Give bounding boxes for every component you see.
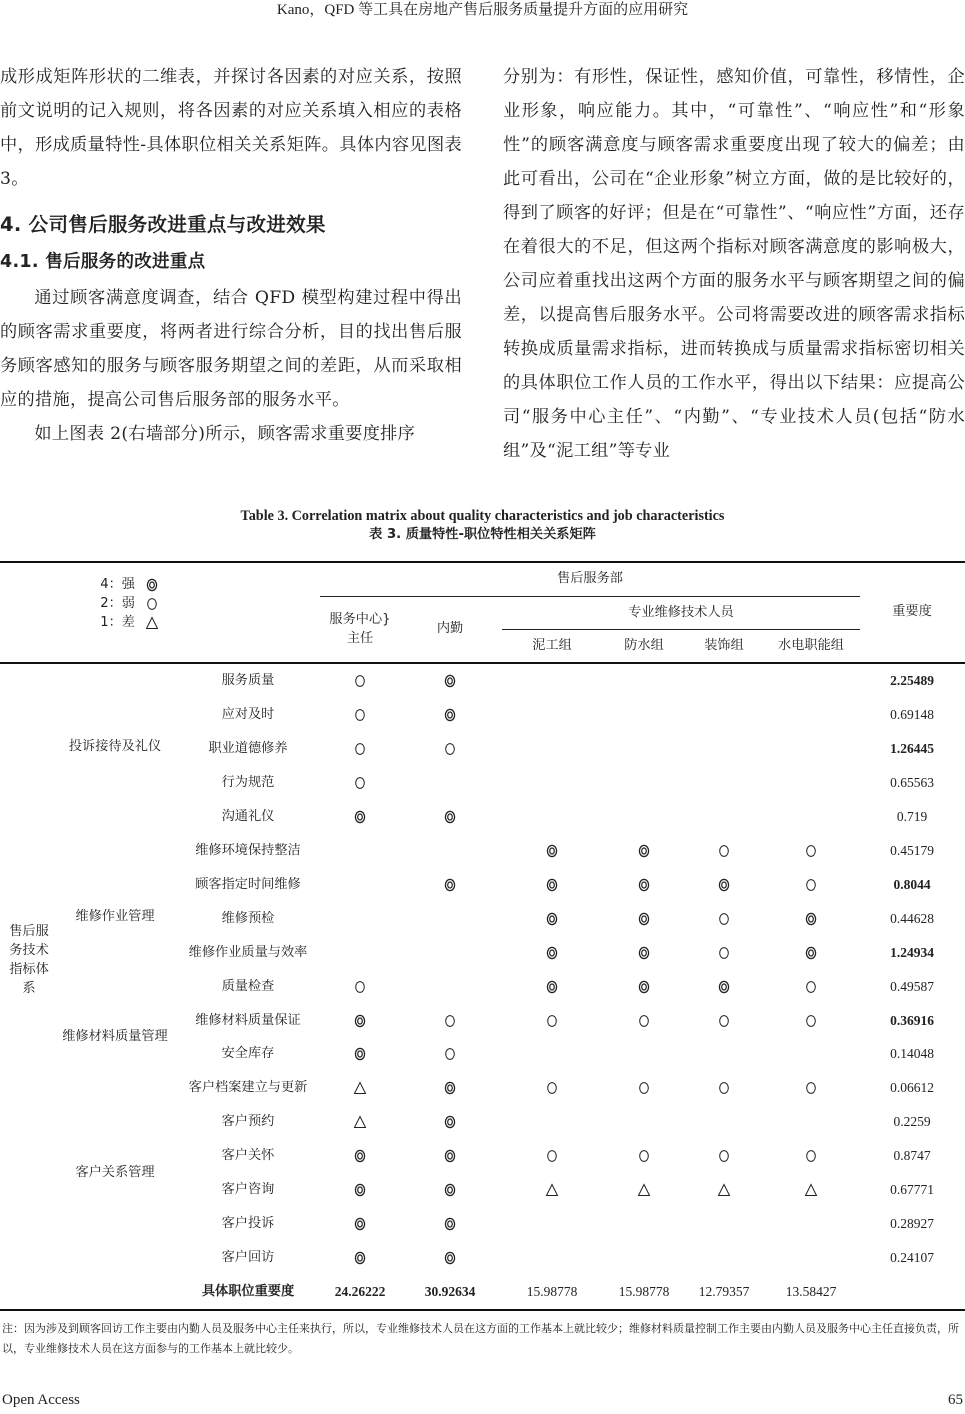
row-importance: 0.65563 bbox=[890, 774, 934, 790]
strong-relation-icon bbox=[443, 1251, 457, 1265]
strong-relation-icon bbox=[443, 1149, 457, 1163]
running-header: Kano，QFD 等工具在房地产售后服务质量提升方面的应用研究 bbox=[276, 2, 689, 18]
paragraph: 通过顾客满意度调查，结合 QFD 模型构建过程中得出的顾客需求重要度，将两者进行综合分析，目的找出售后服务顾客感知的服务与顾客服务期望之间的差距，从而采取相应的措施，提高公司售后服务部的服务水平。 bbox=[0, 288, 462, 410]
total-row-label: 具体职位重要度 bbox=[201, 1284, 295, 1299]
group-label: 客户关系管理 bbox=[75, 1165, 155, 1180]
total-value: 13.58427 bbox=[785, 1284, 837, 1299]
legend-weak-icon bbox=[145, 597, 159, 611]
row-importance: 0.06612 bbox=[890, 1080, 934, 1096]
weak-relation-icon bbox=[804, 878, 818, 892]
paragraph: 分别为：有形性，保证性，感知价值，可靠性，移情性，企业形象，响应能力。其中，“可靠性”、“响应性”和“形象性”的顾客满意度与顾客需求重要度出现了较大的偏差；由此可看出，公司在“企业形象”树立方面，做的是比较好的，得到了顾客的好评；但是在“可靠性”、“响应性”方面，还存在着很大的不足，但这两个指标对顾客满意度的影响极大，公司应着重找出这两个方面的服务水平与顾客期望之间的偏差，以提高售后服务水平。公司将需要改进的顾客需求指标转换成质量需求指标，进而转换成与质量需求指标密切相关的具体职位工作人员的工作水平，得出以下结果：应提高公司“服务中心主任”、“内勤”、“专业技术人员(包括“防水组”及“泥工组”等专业 bbox=[503, 67, 965, 461]
row-item-label: 职业道德修养 bbox=[208, 740, 288, 756]
legend-label: 4：强 bbox=[100, 577, 135, 592]
strong-relation-icon bbox=[545, 878, 559, 892]
total-value: 30.92634 bbox=[424, 1284, 476, 1299]
row-item-label: 维修环境保持整洁 bbox=[195, 842, 301, 858]
row-importance: 0.36916 bbox=[890, 1012, 934, 1028]
weak-relation-icon bbox=[353, 980, 367, 994]
row-importance: 0.69148 bbox=[890, 706, 934, 722]
header-office: 内勤 bbox=[436, 621, 464, 636]
strong-relation-icon bbox=[353, 1149, 367, 1163]
strong-relation-icon bbox=[545, 844, 559, 858]
poor-relation-icon bbox=[637, 1183, 651, 1197]
weak-relation-icon bbox=[717, 946, 731, 960]
row-importance: 0.24107 bbox=[890, 1250, 934, 1266]
row-importance: 0.28927 bbox=[890, 1216, 934, 1232]
header-sub-col: 泥工组 bbox=[532, 638, 572, 653]
total-value: 24.26222 bbox=[334, 1284, 386, 1299]
strong-relation-icon bbox=[443, 674, 457, 688]
row-item-label: 应对及时 bbox=[221, 706, 275, 722]
poor-relation-icon bbox=[804, 1183, 818, 1197]
weak-relation-icon bbox=[804, 1081, 818, 1095]
row-item-label: 顾客指定时间维修 bbox=[195, 876, 301, 892]
weak-relation-icon bbox=[443, 1047, 457, 1061]
header-rule-tech bbox=[502, 629, 860, 630]
poor-relation-icon bbox=[717, 1183, 731, 1197]
outer-group-label: 售后服 bbox=[9, 924, 49, 939]
row-item-label: 维修作业质量与效率 bbox=[188, 944, 308, 960]
paragraph: 如上图表 2(右墙部分)所示，顾客需求重要度排序 bbox=[34, 424, 416, 444]
strong-relation-icon bbox=[717, 980, 731, 994]
strong-relation-icon bbox=[637, 980, 651, 994]
footer-open-access: Open Access bbox=[2, 1392, 80, 1408]
subsection-heading: 4.1. 售后服务的改进重点 bbox=[0, 252, 206, 272]
group-label: 维修作业管理 bbox=[75, 909, 155, 924]
weak-relation-icon bbox=[637, 1081, 651, 1095]
weak-relation-icon bbox=[545, 1014, 559, 1028]
row-importance: 0.44628 bbox=[890, 910, 934, 926]
weak-relation-icon bbox=[353, 776, 367, 790]
poor-relation-icon bbox=[353, 1115, 367, 1129]
row-item-label: 质量检查 bbox=[221, 978, 275, 994]
row-item-label: 客户关怀 bbox=[221, 1148, 275, 1164]
weak-relation-icon bbox=[717, 844, 731, 858]
row-item-label: 客户投诉 bbox=[221, 1216, 275, 1232]
weak-relation-icon bbox=[353, 708, 367, 722]
row-importance: 0.45179 bbox=[890, 842, 934, 858]
legend-poor-icon bbox=[145, 616, 159, 630]
row-importance: 2.25489 bbox=[890, 673, 934, 688]
strong-relation-icon bbox=[804, 946, 818, 960]
group-label: 投诉接待及礼仪 bbox=[68, 739, 162, 754]
row-item-label: 行为规范 bbox=[221, 774, 275, 790]
header-sub-col: 防水组 bbox=[624, 638, 664, 653]
weak-relation-icon bbox=[545, 1081, 559, 1095]
weak-relation-icon bbox=[443, 742, 457, 756]
strong-relation-icon bbox=[637, 878, 651, 892]
strong-relation-icon bbox=[443, 1081, 457, 1095]
row-importance: 1.24934 bbox=[890, 944, 934, 960]
section-heading: 4. 公司售后服务改进重点与改进效果 bbox=[0, 213, 326, 236]
row-item-label: 维修材料质量保证 bbox=[195, 1012, 301, 1028]
total-value: 12.79357 bbox=[698, 1284, 750, 1299]
weak-relation-icon bbox=[353, 674, 367, 688]
header-department: 售后服务部 bbox=[557, 571, 623, 586]
row-importance: 0.719 bbox=[896, 808, 928, 824]
row-item-label: 沟通礼仪 bbox=[221, 808, 275, 824]
header-director: 服务中心} bbox=[329, 612, 391, 627]
table-bottom-rule bbox=[0, 1309, 965, 1311]
weak-relation-icon bbox=[353, 742, 367, 756]
table-top-rule bbox=[0, 561, 965, 563]
total-value: 15.98778 bbox=[618, 1284, 670, 1299]
row-item-label: 维修预检 bbox=[221, 910, 275, 926]
row-importance: 0.67771 bbox=[890, 1182, 934, 1198]
strong-relation-icon bbox=[353, 1047, 367, 1061]
header-rule-department bbox=[320, 596, 860, 597]
row-item-label: 客户档案建立与更新 bbox=[188, 1080, 308, 1096]
outer-group-label: 系 bbox=[22, 981, 36, 996]
header-importance: 重要度 bbox=[892, 604, 932, 619]
strong-relation-icon bbox=[443, 810, 457, 824]
row-item-label: 客户回访 bbox=[221, 1250, 275, 1266]
paragraph: 成形成矩阵形状的二维表，并探讨各因素的对应关系，按照前文说明的记入规则，将各因素的对应关系填入相应的表格中，形成质量特性-具体职位相关关系矩阵。具体内容见图表 3。 bbox=[0, 67, 462, 189]
row-importance: 1.26445 bbox=[890, 740, 934, 756]
weak-relation-icon bbox=[637, 1149, 651, 1163]
weak-relation-icon bbox=[443, 1014, 457, 1028]
strong-relation-icon bbox=[443, 878, 457, 892]
weak-relation-icon bbox=[545, 1149, 559, 1163]
row-importance: 0.8044 bbox=[893, 876, 931, 892]
weak-relation-icon bbox=[717, 1014, 731, 1028]
row-importance: 0.8747 bbox=[893, 1148, 931, 1164]
header-sub-col: 水电职能组 bbox=[778, 638, 844, 653]
row-importance: 0.2259 bbox=[893, 1114, 931, 1130]
header-sub-col: 装饰组 bbox=[704, 638, 744, 653]
strong-relation-icon bbox=[443, 1115, 457, 1129]
row-importance: 0.14048 bbox=[890, 1046, 934, 1062]
strong-relation-icon bbox=[443, 708, 457, 722]
right-column bbox=[503, 60, 965, 468]
row-item-label: 安全库存 bbox=[221, 1046, 275, 1062]
left-column bbox=[0, 60, 462, 451]
strong-relation-icon bbox=[637, 912, 651, 926]
group-label: 维修材料质量管理 bbox=[62, 1029, 168, 1044]
weak-relation-icon bbox=[804, 1149, 818, 1163]
table-footnote: 注：因为涉及到顾客回访工作主要由内勤人员及服务中心主任来执行，所以，专业维修技术人员在这方面的工作基本上就比较少；维修材料质量控制工作主要由内勤人员及服务中心主任直接负责，所以，专业维修技术人员在这方面参与的工作基本上就比较少。 bbox=[2, 1322, 959, 1355]
weak-relation-icon bbox=[804, 980, 818, 994]
strong-relation-icon bbox=[637, 844, 651, 858]
poor-relation-icon bbox=[545, 1183, 559, 1197]
strong-relation-icon bbox=[545, 912, 559, 926]
weak-relation-icon bbox=[637, 1014, 651, 1028]
weak-relation-icon bbox=[717, 1081, 731, 1095]
strong-relation-icon bbox=[353, 810, 367, 824]
page-number: 65 bbox=[948, 1392, 963, 1408]
strong-relation-icon bbox=[545, 946, 559, 960]
header-director-2: 主任 bbox=[346, 631, 374, 646]
total-value: 15.98778 bbox=[526, 1284, 578, 1299]
table-caption-zh: 表 3. 质量特性-职位特性相关关系矩阵 bbox=[369, 527, 596, 542]
legend-label: 2：弱 bbox=[100, 596, 135, 611]
row-item-label: 服务质量 bbox=[221, 673, 275, 688]
strong-relation-icon bbox=[443, 1183, 457, 1197]
strong-relation-icon bbox=[443, 1217, 457, 1231]
legend-strong-icon bbox=[145, 578, 159, 592]
row-item-label: 客户咨询 bbox=[221, 1182, 275, 1198]
strong-relation-icon bbox=[353, 1183, 367, 1197]
strong-relation-icon bbox=[717, 878, 731, 892]
weak-relation-icon bbox=[717, 912, 731, 926]
outer-group-label: 指标体 bbox=[9, 962, 49, 977]
strong-relation-icon bbox=[353, 1014, 367, 1028]
outer-group-label: 务技术 bbox=[9, 943, 49, 958]
strong-relation-icon bbox=[804, 912, 818, 926]
row-importance: 0.49587 bbox=[890, 978, 934, 994]
row-item-label: 客户预约 bbox=[221, 1114, 275, 1130]
weak-relation-icon bbox=[804, 844, 818, 858]
header-tech-group: 专业维修技术人员 bbox=[628, 605, 734, 620]
weak-relation-icon bbox=[804, 1014, 818, 1028]
strong-relation-icon bbox=[545, 980, 559, 994]
strong-relation-icon bbox=[637, 946, 651, 960]
weak-relation-icon bbox=[717, 1149, 731, 1163]
table-caption-en: Table 3. Correlation matrix about quality characteristics and job characteristics bbox=[240, 508, 725, 524]
strong-relation-icon bbox=[353, 1251, 367, 1265]
header-bottom-rule bbox=[0, 662, 965, 664]
strong-relation-icon bbox=[353, 1217, 367, 1231]
legend-label: 1：差 bbox=[100, 615, 135, 630]
poor-relation-icon bbox=[353, 1081, 367, 1095]
